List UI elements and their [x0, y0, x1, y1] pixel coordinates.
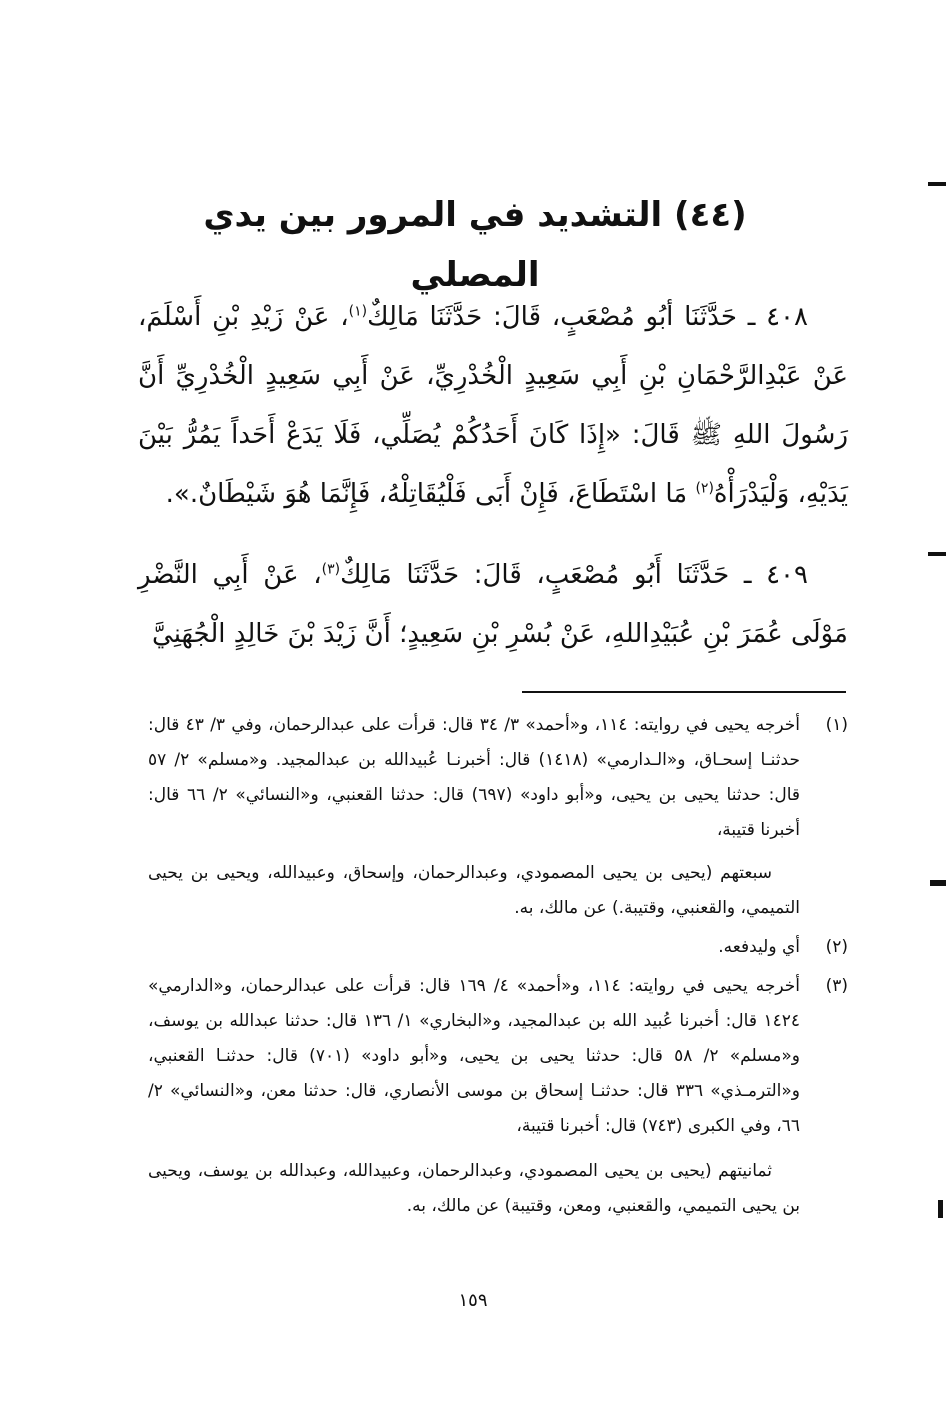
scan-mark [928, 182, 946, 186]
hadith-408-part-a: ٤٠٨ ـ حَدَّثَنَا أبُو مُصْعَبٍ، قَالَ: حَدَّثَنَا مَالِكٌ [367, 302, 808, 332]
scan-mark [938, 1200, 943, 1218]
footnote-2 [148, 930, 848, 965]
chapter-title: (٤٤) التشديد في المرور بين يدي المصلي [203, 195, 747, 295]
main-text [138, 288, 848, 664]
footnote-text: أي وليدفعه. [718, 937, 800, 957]
hadith-408-part-b: ، عَنْ زَيْدِ بْنِ أَسْلَمَ، عَنْ عَبْدِالرَّحْمَانِ بْنِ أَبِي سَعِيدٍ الْخُدْرِيِّ، عَنْ أَبِي سَعِيدٍ الْخُدْرِيِّ أَنَّ رَسُولَ اللهِ ﷺ قَالَ: «إِذَا كَانَ أَحَدُكُمْ يُصَلِّي، فَلَا يَدَعْ أَحَداً يَمُرُّ بَيْنَ يَدَيْهِ، وَلْيَدْرَأْهُ [138, 302, 848, 509]
footnote-separator [522, 691, 846, 693]
footnote-body [148, 969, 800, 1144]
hadith-409 [138, 546, 848, 664]
scan-mark [928, 552, 946, 556]
footnote-body [148, 708, 800, 926]
footnote-1 [148, 708, 848, 926]
footnote-number: (١) [825, 715, 848, 735]
footnote-summary: سبعتهم (يحيى بن يحيى المصمودي، وعبدالرحمان، وإسحاق، وعبيدالله، ويحيى بن يحيى التميمي، والقعنبي، وقتيبة.) عن مالك، به. [148, 863, 800, 918]
hadith-408 [138, 288, 848, 524]
footnote-ref-1: (١) [348, 303, 368, 320]
footnote-text: أخرجه يحيى في روايته: ١١٤، و«أحمد» ٣/ ٣٤ قال: قرأت على عبدالرحمان، وفي ٣/ ٤٣ قال: حدثنـا إسحـاق، و«الـدارمي» (١٤١٨) قال: أخبرنـا عُبيدالله بن عبدالمجيد. و«مسلم» ٢/ ٥٧ قال: حدثنا يحيى بن يحيى، و«أبو داود» (٦٩٧) قال: حدثنا القعنبي، و«النسائي» ٢/ ٦٦ قال: أخبرنا قتيبة، [148, 715, 801, 840]
footnote-ref-2: (٢) [695, 480, 714, 497]
hadith-409-part-a: ٤٠٩ ـ حَدَّثَنَا أَبُو مُصْعَبٍ، قَالَ: حَدَّثَنَا مَالِكٌ [340, 560, 808, 590]
footnote-number: (٢) [825, 937, 848, 957]
scan-mark [930, 880, 946, 886]
page-number: ١٥٩ [458, 1290, 488, 1311]
footnote-summary: ثمانيتهم (يحيى بن يحيى المصمودي، وعبدالرحمان، وعبيدالله، وعبدالله بن يوسف، ويحيى بن يحيى التميمي، والقعنبي، ومعن، وقتيبة) عن مالك، به. [148, 1161, 800, 1216]
footnotes [148, 708, 848, 1224]
hadith-409-part-b: ، عَنْ أَبِي النَّضْرِ مَوْلَى عُمَرَ بْنِ عُبَيْدِاللهِ، عَنْ بُسْرِ بْنِ سَعِيدٍ؛ أَنَّ زَيْدَ بْنَ خَالِدٍ الْجُهَنِيَّ [138, 560, 848, 649]
footnote-number: (٣) [825, 976, 848, 996]
hadith-408-part-c: مَا اسْتَطَاعَ، فَإِنْ أَبَى فَلْيُقَاتِلْهُ، فَإِنَّمَا هُوَ شَيْطَانٌ.». [165, 479, 696, 509]
footnote-body [148, 930, 800, 965]
footnote-3 [148, 969, 848, 1144]
footnote-text: أخرجه يحيى في روايته: ١١٤، و«أحمد» ٤/ ١٦٩ قال: قرأت على عبدالرحمان، و«الدارمي» ١٤٢٤ قال: أخبرنا عُبيد الله بن عبدالمجيد، و«البخاري» ١/ ١٣٦ قال: حدثنا عبدالله بن يوسف، و«مسلم» ٢/ ٥٨ قال: حدثنا يحيى بن يحيى، و«أبو داود» (٧٠١) قال: حدثنـا القعنبي، و«الترمـذي» ٣٣٦ قال: حدثنـا إسحاق بن موسى الأنصاري، قال: حدثنا معن، و«النسائي» ٢/ ٦٦، وفي الكبرى (٧٤٣) قال: أخبرنا قتيبة، [148, 976, 800, 1136]
footnote-ref-3: (٣) [321, 561, 341, 578]
